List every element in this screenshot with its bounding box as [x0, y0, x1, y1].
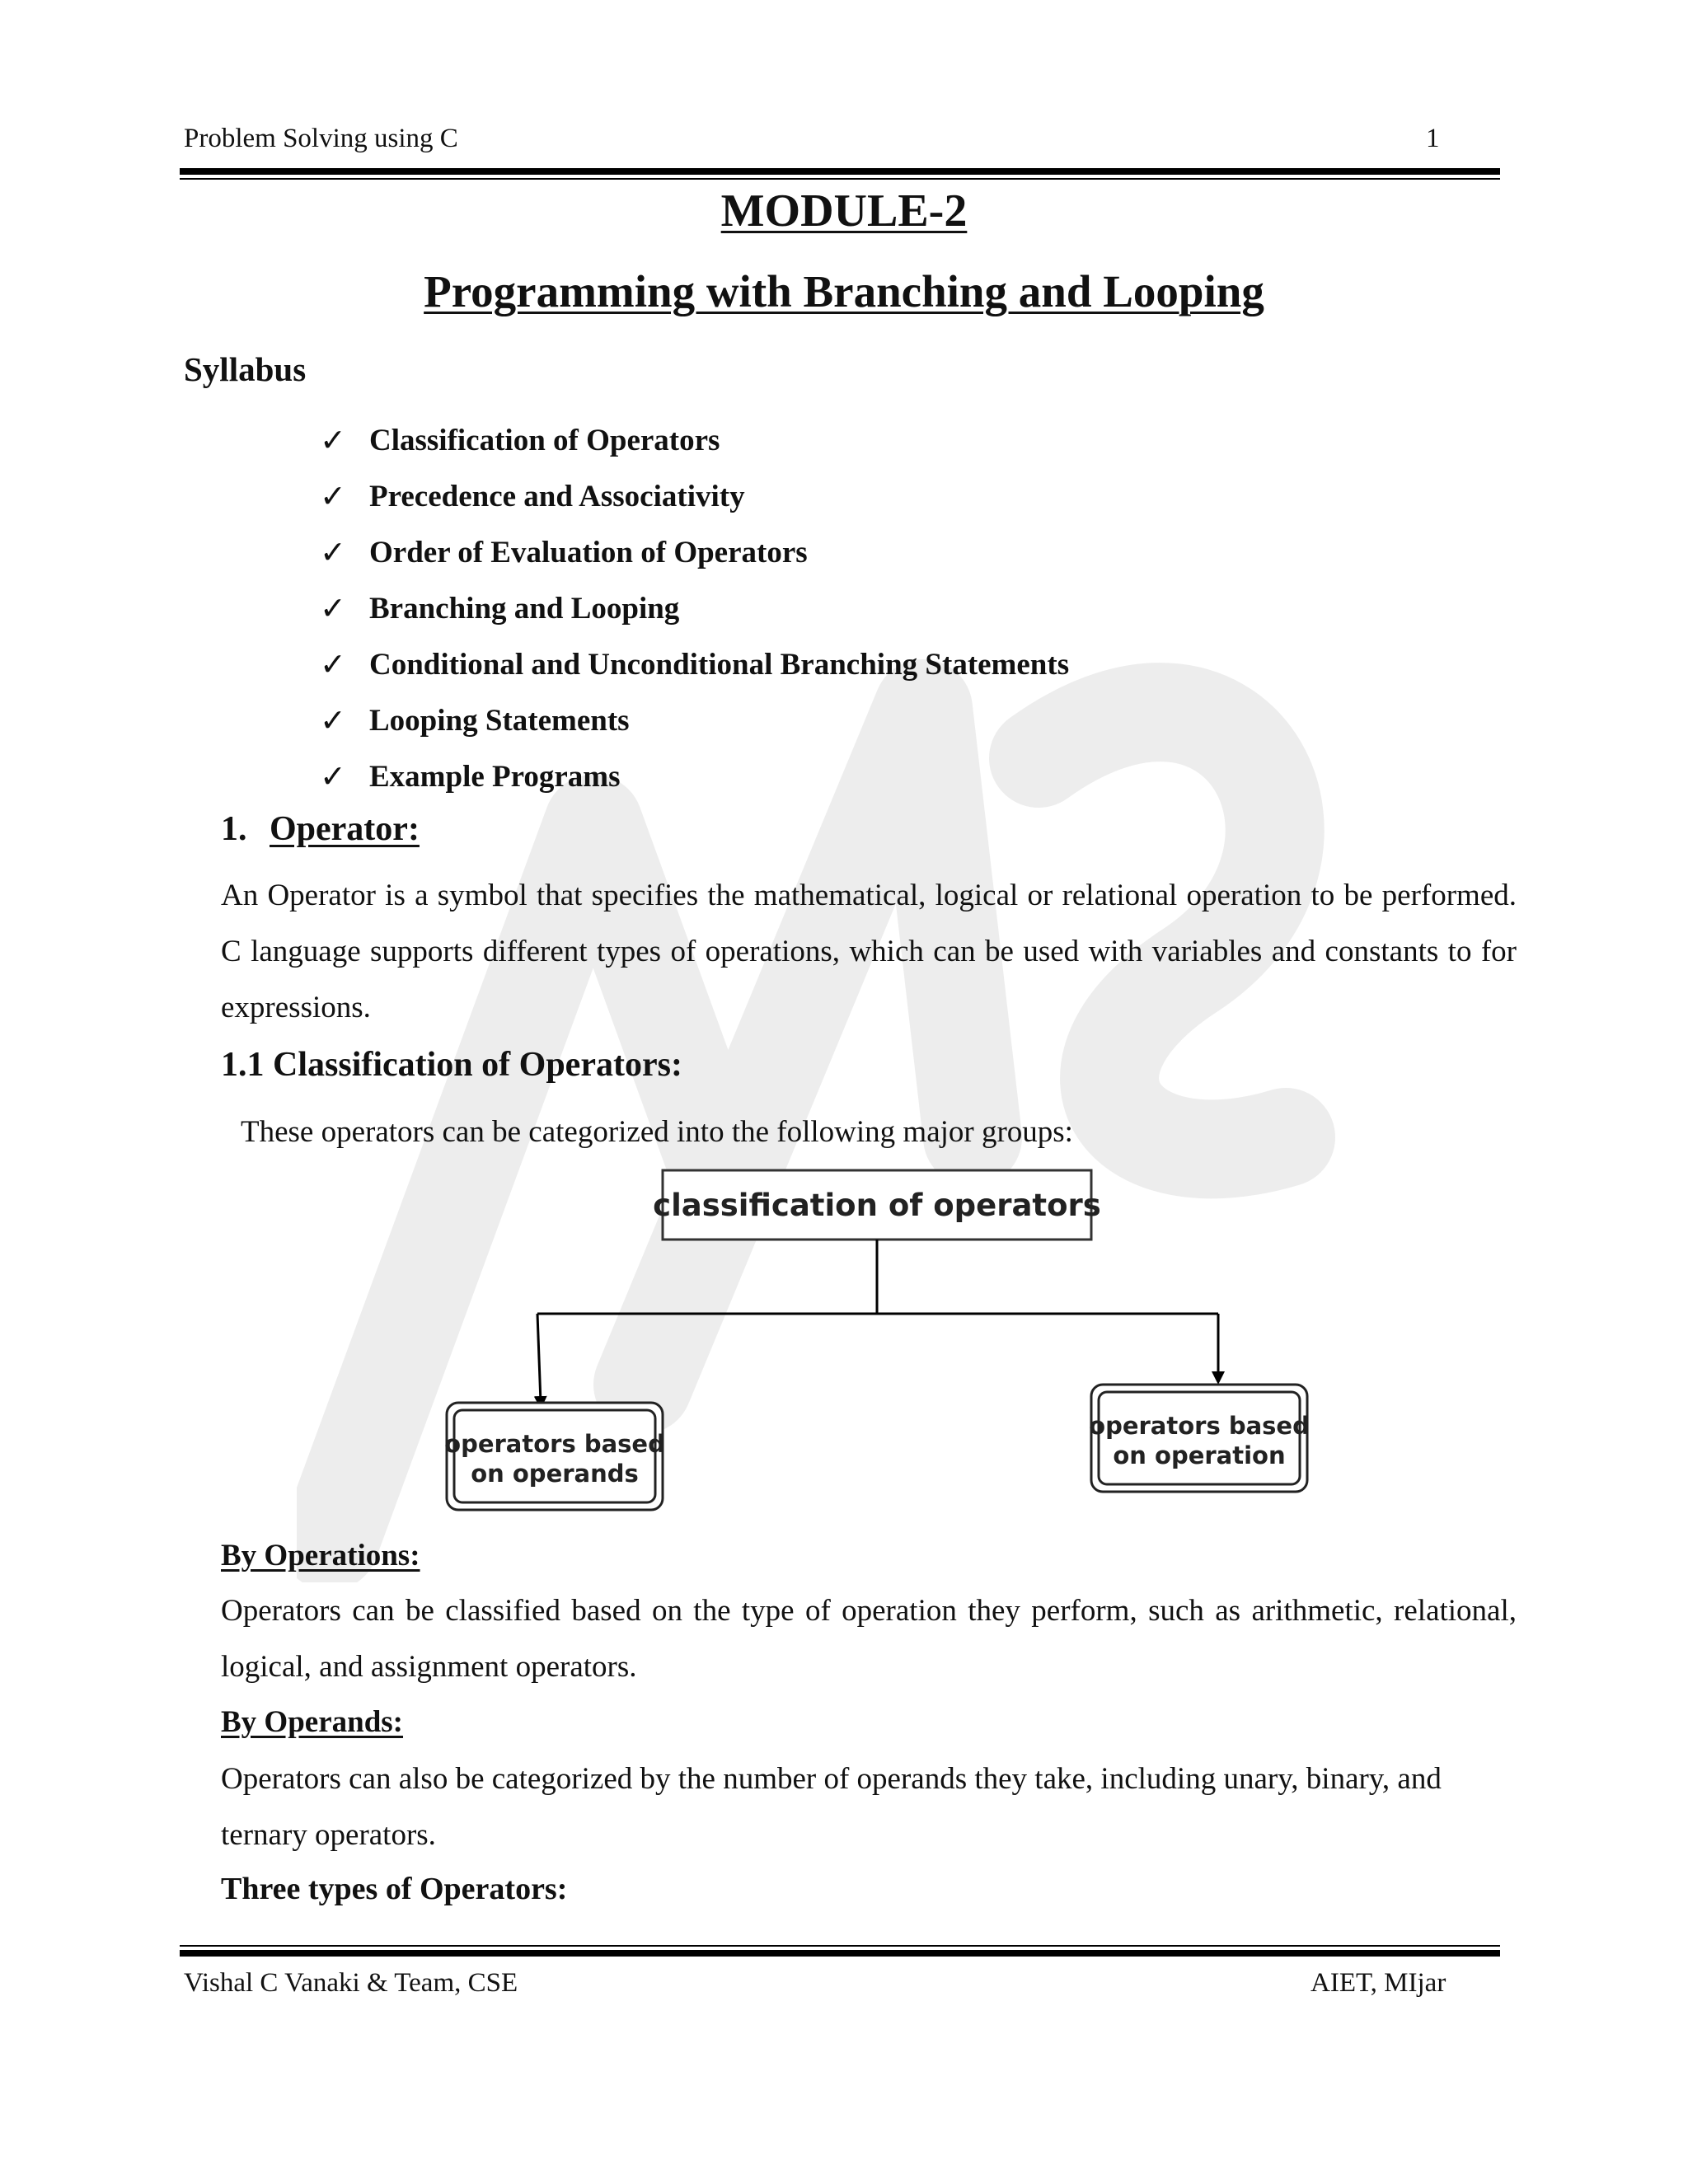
footer-institution: AIET, MIjar — [1311, 1968, 1447, 1998]
root-node-label: classification of operators — [653, 1188, 1101, 1223]
syllabus-item: ✓ Precedence and Associativity — [320, 479, 745, 514]
syllabus-item: ✓ Conditional and Unconditional Branching Statements — [320, 647, 1070, 682]
three-types-heading: Three types of Operators: — [221, 1872, 568, 1906]
chapter-title: Programming with Branching and Looping — [424, 266, 1264, 316]
syllabus-heading: Syllabus — [184, 350, 307, 388]
checkmark-icon: ✓ — [320, 759, 346, 794]
checkmark-icon: ✓ — [320, 647, 346, 682]
module-title: MODULE-2 — [720, 185, 968, 237]
checkmark-icon: ✓ — [320, 703, 346, 738]
footer-rule-thick — [180, 1950, 1500, 1957]
syllabus-item: ✓ Classification of Operators — [320, 423, 720, 458]
left-node-label-line1: operators based — [444, 1430, 665, 1458]
by-operands-body: Operators can also be categorized by the number of operands they take, including unary, binary, and ternary operators. — [221, 1762, 1442, 1852]
section-1-1-heading: 1.1 Classification of Operators: — [221, 1046, 682, 1084]
by-operations-body: Operators can be classified based on the type of operation they perform, such as arithmetic, relational, logical, and assignment operators. — [221, 1594, 1517, 1684]
footer-author: Vishal C Vanaki & Team, CSE — [184, 1968, 518, 1998]
syllabus-item: ✓ Looping Statements — [320, 703, 630, 738]
arrow-left — [537, 1314, 541, 1403]
footer-rule-thin — [180, 1945, 1500, 1947]
checkmark-icon: ✓ — [320, 535, 346, 570]
header-page-number: 1 — [1426, 124, 1440, 153]
header-course-title: Problem Solving using C — [184, 124, 458, 153]
checkmark-icon: ✓ — [320, 479, 346, 514]
checkmark-icon: ✓ — [320, 423, 346, 458]
section-1-1-intro: These operators can be categorized into the following major groups: — [241, 1115, 1073, 1149]
syllabus-item: ✓ Branching and Looping — [320, 591, 680, 626]
syllabus-item: ✓ Example Programs — [320, 759, 621, 794]
right-node-label-line1: operators based — [1089, 1412, 1310, 1440]
right-node-label-line2: on operation — [1113, 1441, 1286, 1469]
by-operations-heading: By Operations: — [221, 1539, 420, 1572]
left-node-label-line2: on operands — [471, 1460, 639, 1488]
section-1-heading: Operator: — [270, 810, 420, 848]
section-1-body: An Operator is a symbol that specifies the mathematical, logical or relational operation to be performed. C language supports different types of operations, which can be used with variables and constants to for expressions. — [221, 879, 1517, 1024]
section-1-number: 1. — [221, 810, 247, 848]
checkmark-icon: ✓ — [320, 591, 346, 626]
syllabus-item: ✓ Order of Evaluation of Operators — [320, 535, 808, 570]
by-operands-heading: By Operands: — [221, 1705, 404, 1739]
